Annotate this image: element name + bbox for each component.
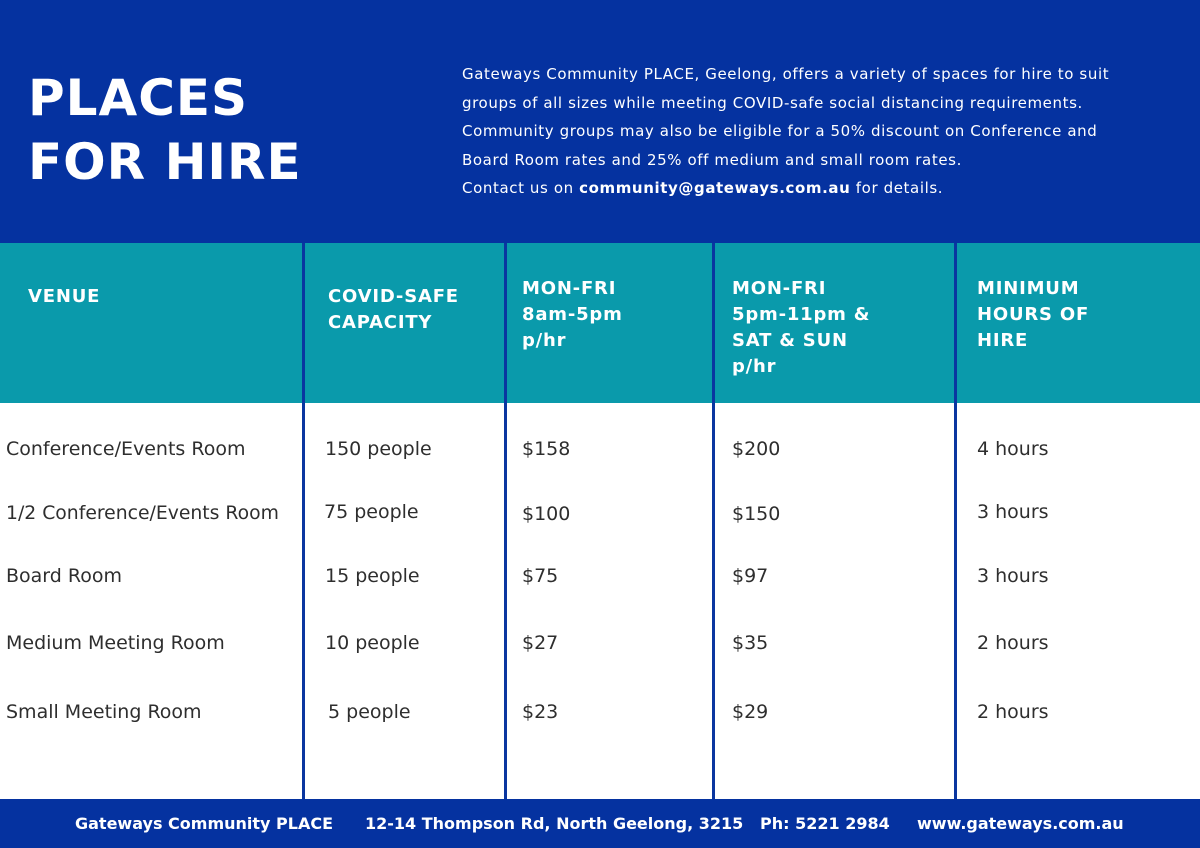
- weekday-rate: $158: [522, 438, 571, 460]
- footer-website-link[interactable]: www.gateways.com.au: [917, 814, 1124, 833]
- minimum-hours: 3 hours: [977, 565, 1049, 587]
- capacity: 15 people: [325, 565, 420, 587]
- capacity: 10 people: [325, 632, 420, 654]
- column-divider: [302, 243, 305, 800]
- column-header-venue-line-1: VENUE: [28, 286, 101, 307]
- column-header-capacity-line-2: CAPACITY: [328, 312, 433, 333]
- column-header-evening-line-3: SAT & SUN: [732, 330, 848, 351]
- footer-org-name: Gateways Community PLACE: [75, 814, 334, 833]
- capacity: 5 people: [328, 701, 411, 723]
- column-header-evening-line-2: 5pm-11pm &: [732, 304, 871, 325]
- column-header-capacity: [328, 284, 459, 336]
- column-divider: [954, 243, 957, 800]
- footer-address: 12-14 Thompson Rd, North Geelong, 3215: [365, 814, 744, 833]
- contact-email-link[interactable]: community@gateways.com.au: [579, 179, 851, 197]
- contact-suffix: for details.: [850, 179, 944, 197]
- minimum-hours: 2 hours: [977, 632, 1049, 654]
- footer-bar: [0, 799, 1200, 848]
- evening-rate: $150: [732, 503, 781, 525]
- venue-name: Small Meeting Room: [6, 701, 202, 723]
- venue-name: Medium Meeting Room: [6, 632, 225, 654]
- column-divider: [712, 243, 715, 800]
- weekday-rate: $100: [522, 503, 571, 525]
- intro-line-4: Board Room rates and 25% off medium and small room rates.: [462, 150, 962, 169]
- intro-line-3: Community groups may also be eligible for a 50% discount on Conference and: [462, 122, 1098, 140]
- column-header-weekday-line-3: p/hr: [522, 330, 567, 351]
- contact-prefix: Contact us on: [462, 179, 580, 197]
- column-header-minimum-line-2: HOURS OF: [977, 304, 1090, 325]
- column-divider: [504, 243, 507, 800]
- weekday-rate: $75: [522, 565, 559, 587]
- page-title: [28, 66, 302, 194]
- column-header-evening-line-4: p/hr: [732, 356, 777, 377]
- column-header-minimum-line-1: MINIMUM: [977, 278, 1080, 299]
- minimum-hours: 2 hours: [977, 701, 1049, 723]
- intro-contact-line: [462, 174, 1162, 203]
- title-line-1: PLACES: [28, 69, 249, 127]
- column-header-minimum-line-3: HIRE: [977, 330, 1029, 351]
- footer-phone: Ph: 5221 2984: [760, 814, 890, 833]
- column-header-minimum-hours: [977, 276, 1089, 354]
- column-header-weekday-rate: [522, 276, 623, 354]
- evening-rate: $29: [732, 701, 769, 723]
- evening-rate: $35: [732, 632, 769, 654]
- weekday-rate: $27: [522, 632, 559, 654]
- venue-name: Board Room: [6, 565, 122, 587]
- column-header-weekday-line-2: 8am-5pm: [522, 304, 623, 325]
- intro-line-2: groups of all sizes while meeting COVID-safe social distancing requirements.: [462, 93, 1083, 112]
- venue-name: Conference/Events Room: [6, 438, 246, 460]
- column-header-venue: [28, 284, 100, 310]
- minimum-hours: 3 hours: [977, 501, 1049, 523]
- column-header-weekday-line-1: MON-FRI: [522, 278, 617, 299]
- venue-name: 1/2 Conference/Events Room: [6, 503, 279, 524]
- column-header-capacity-line-1: COVID-SAFE: [328, 286, 459, 307]
- header-banner: [0, 0, 1200, 243]
- capacity: 150 people: [325, 438, 432, 460]
- minimum-hours: 4 hours: [977, 438, 1049, 460]
- weekday-rate: $23: [522, 701, 559, 723]
- intro-text: [462, 60, 1162, 203]
- capacity: 75 people: [324, 501, 419, 523]
- evening-rate: $200: [732, 438, 781, 460]
- column-header-evening-weekend-rate: [732, 276, 870, 380]
- intro-line-1: Gateways Community PLACE, Geelong, offers a variety of spaces for hire to suit: [462, 65, 1110, 83]
- column-header-evening-line-1: MON-FRI: [732, 278, 827, 299]
- evening-rate: $97: [732, 565, 769, 587]
- title-line-2: FOR HIRE: [28, 133, 302, 191]
